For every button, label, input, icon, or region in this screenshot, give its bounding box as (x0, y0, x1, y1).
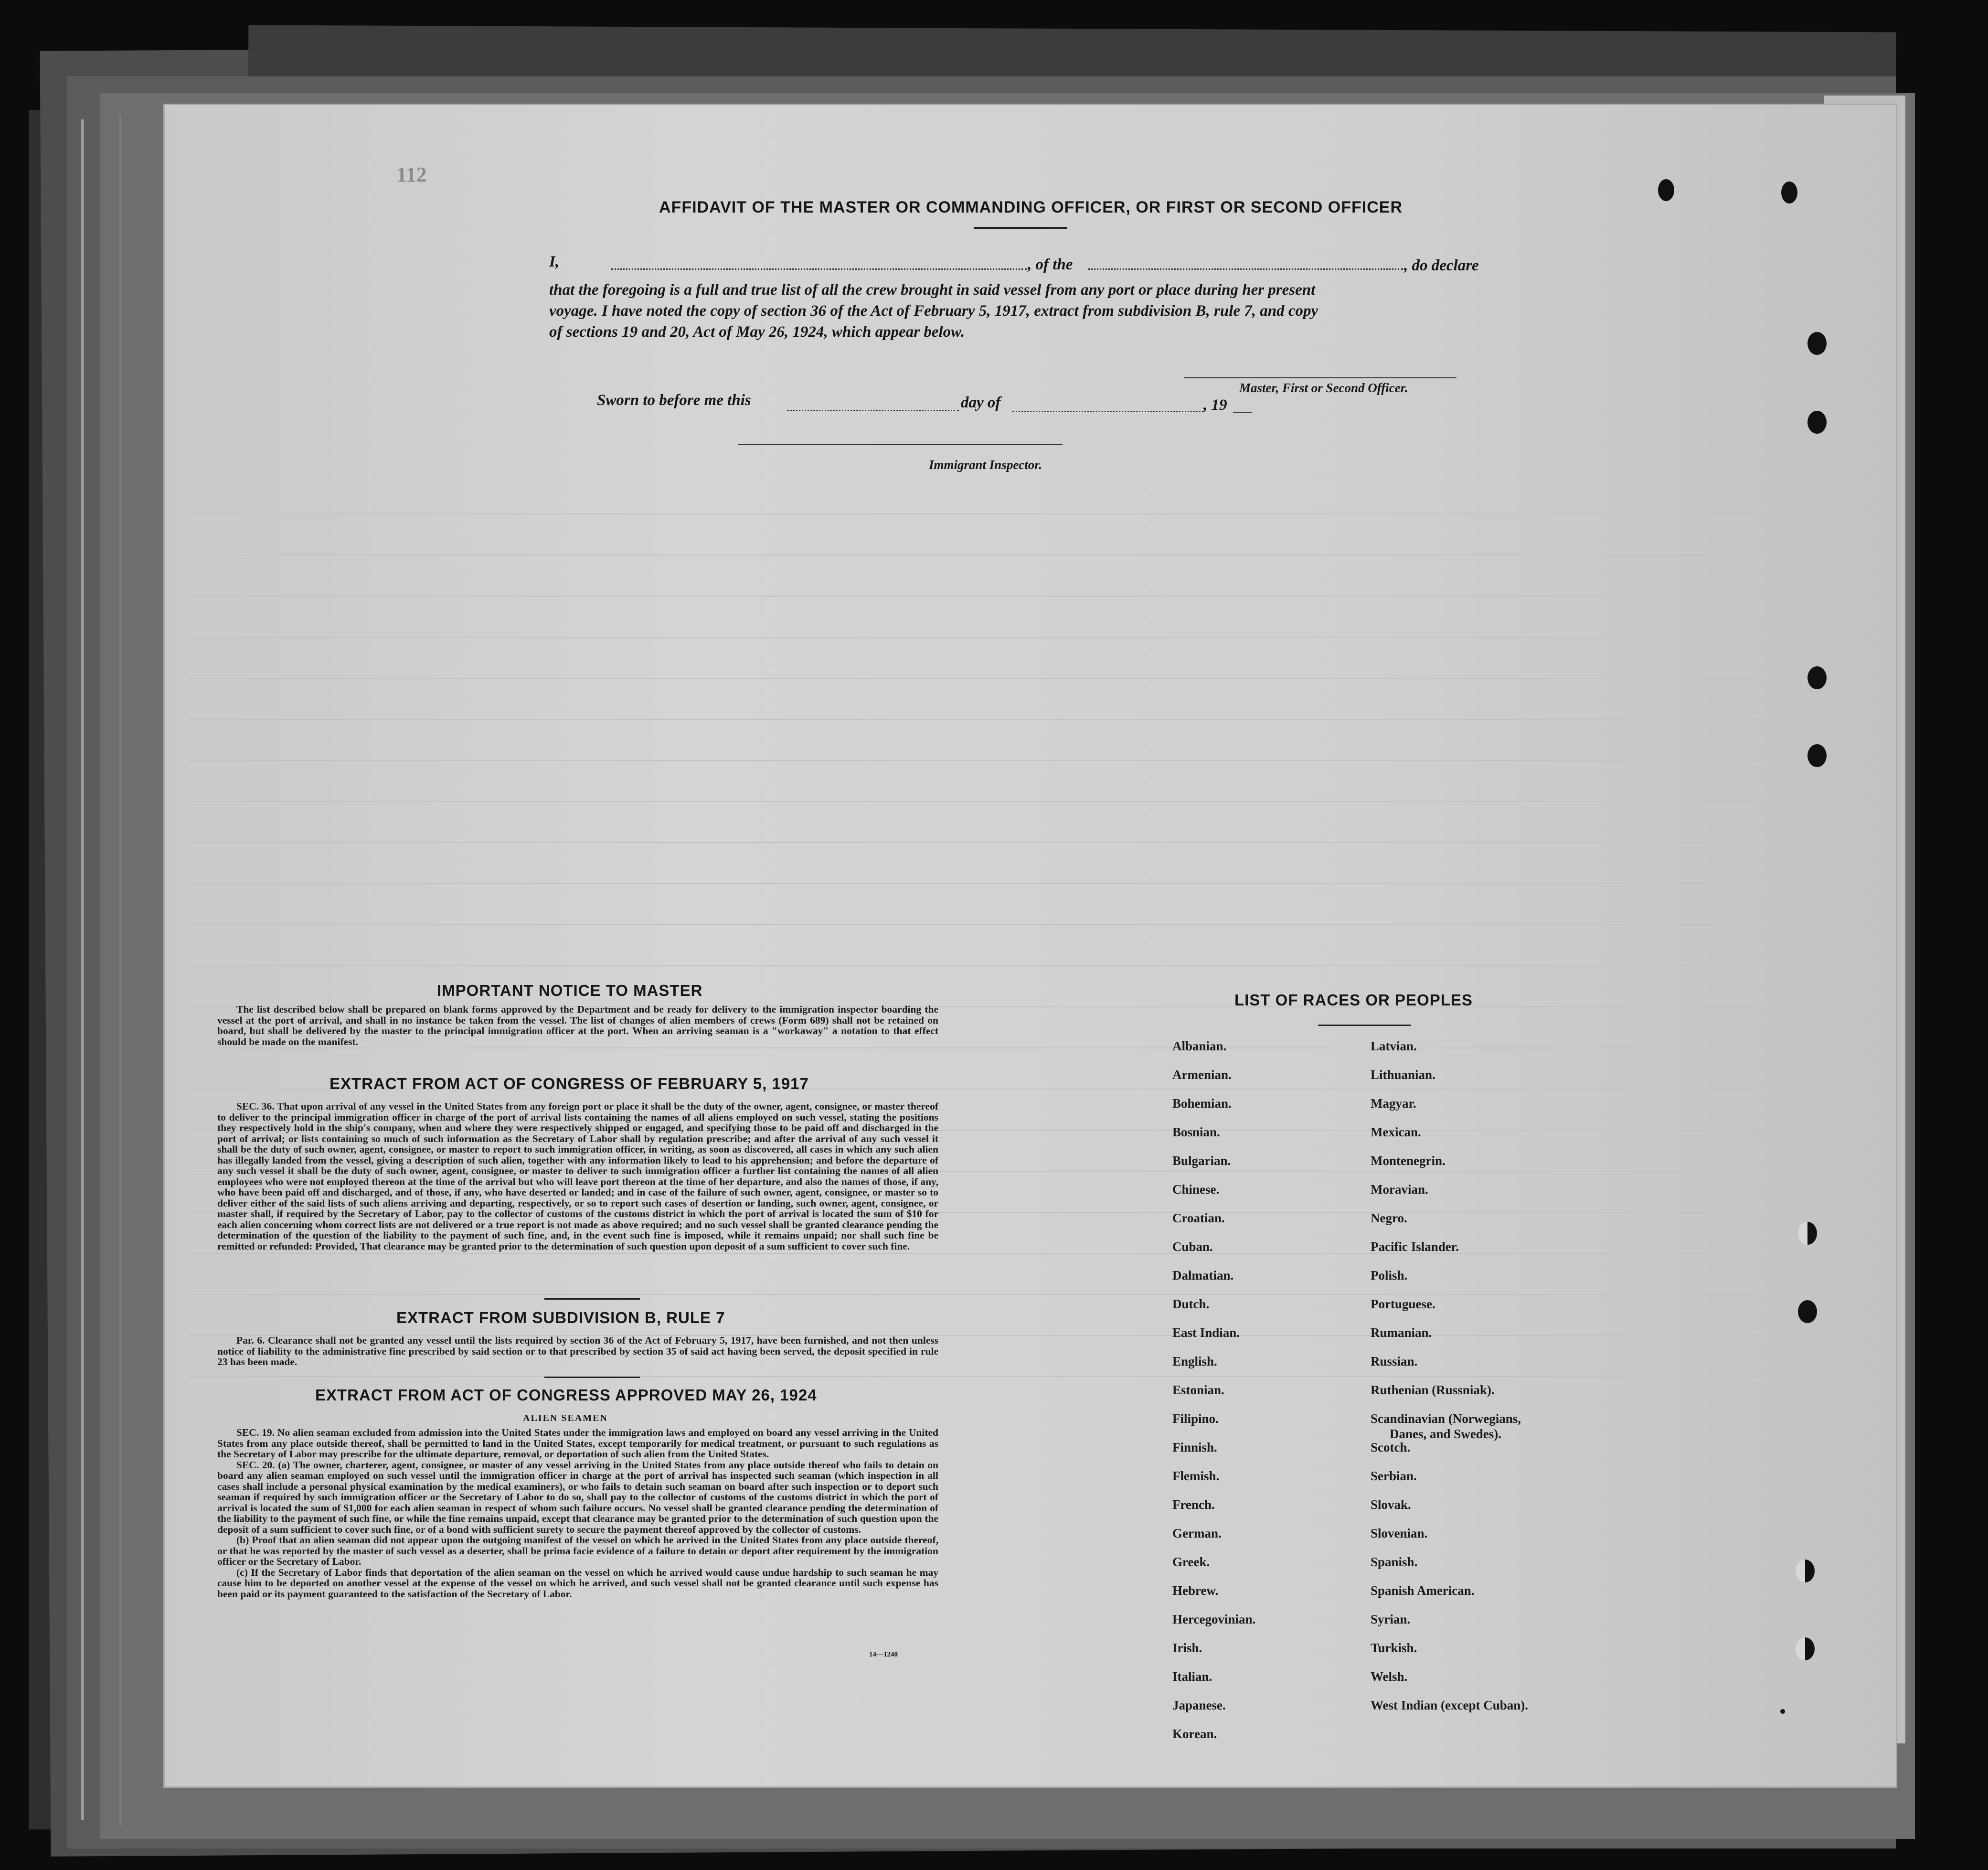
extract-1917-title: EXTRACT FROM ACT OF CONGRESS OF FEBRUARY 5, 1917 (330, 1075, 809, 1092)
bleed-through-rule (189, 1294, 1803, 1295)
race-item: Japanese. (1172, 1698, 1226, 1712)
bleed-through-rule (189, 1047, 1803, 1048)
bleed-through-rule (189, 513, 1803, 514)
notice-text-body: The list described below shall be prepared on blank forms approved by the Department and be ready for delivery to the immigration inspector boarding the vessel at the port of arrival, and shall in no instance be taken from the vessel. The list of changes of alien members of crews (Form 689) shall not be retained on board, but shall be delivered by the master to the principal immigration officer at the port. When an arriving seaman is a "workaway" a notation to that effect should be made on the manifest. (217, 1004, 938, 1047)
affidavit-title: AFFIDAVIT OF THE MASTER OR COMMANDING OFFICER, OR FIRST OR SECOND OFFICER (659, 198, 1403, 216)
race-item: Montenegrin. (1371, 1154, 1446, 1168)
race-item: Finnish. (1172, 1440, 1217, 1454)
sec19-paragraph (217, 1427, 938, 1460)
form-code: 14—1240 (869, 1651, 898, 1658)
race-item: Spanish. (1371, 1555, 1418, 1569)
race-item: Croatian. (1172, 1211, 1225, 1225)
extract-rule7-title: EXTRACT FROM SUBDIVISION B, RULE 7 (396, 1309, 725, 1326)
title-rule (974, 227, 1067, 229)
notice-text (217, 1004, 938, 1047)
bleed-through-rule (189, 555, 1803, 556)
alien-seamen-subtitle: ALIEN SEAMEN (523, 1413, 608, 1423)
bleed-through-rule (189, 965, 1803, 966)
sworn-month-blank[interactable] (1012, 411, 1203, 412)
race-item: Irish. (1172, 1641, 1202, 1655)
race-item: English. (1172, 1354, 1217, 1368)
affidavit-of-the: , of the (1028, 256, 1073, 273)
race-item: Turkish. (1371, 1641, 1417, 1655)
race-item: Latvian. (1371, 1039, 1417, 1053)
races-title: LIST OF RACES OR PEOPLES (1234, 991, 1473, 1009)
punch-hole (1781, 182, 1797, 203)
extract-1924-text (217, 1427, 938, 1599)
race-item: Bohemian. (1172, 1096, 1232, 1111)
punch-hole (1807, 744, 1827, 767)
race-item: Russian. (1371, 1354, 1418, 1368)
punch-hole (1658, 179, 1674, 201)
race-item: Bosnian. (1172, 1125, 1220, 1139)
bleed-through-rule (189, 1253, 1803, 1254)
notice-title: IMPORTANT NOTICE TO MASTER (437, 982, 703, 999)
bleed-through-rule (189, 883, 1803, 884)
race-item: Scandinavian (Norwegians, (1371, 1411, 1521, 1426)
race-item: Estonian. (1172, 1383, 1224, 1397)
race-item: Filipino. (1172, 1411, 1219, 1426)
sheet-edge-line (81, 119, 84, 1820)
race-item: Polish. (1371, 1268, 1408, 1282)
sworn-year-blank[interactable] (1233, 412, 1252, 413)
extract-rule7-text (217, 1335, 938, 1368)
bleed-through-rule (189, 842, 1803, 843)
sec20c-body: (c) If the Secretary of Labor finds that deportation of the alien seaman on the vessel on which he arrived would cause undue hardship to such seaman he may cause him to be deported on another vessel at the expense of the vessel on which he arrived, and such vessel shall not be granted clearance until such expense has been paid or its payment guaranteed to the satisfaction of the Secretary of Labor. (217, 1566, 938, 1600)
race-item: Rumanian. (1371, 1325, 1432, 1340)
race-item: Hercegovinian. (1172, 1612, 1256, 1626)
bleed-through-rule (189, 719, 1803, 720)
race-item: Scotch. (1371, 1440, 1411, 1454)
race-item: Armenian. (1172, 1068, 1232, 1082)
extract-1924-title: EXTRACT FROM ACT OF CONGRESS APPROVED MAY 26, 1924 (315, 1386, 817, 1404)
race-item: Pacific Islander. (1371, 1240, 1459, 1254)
race-item: Magyar. (1371, 1096, 1416, 1111)
sec20b-body: (b) Proof that an alien seaman did not appear upon the outgoing manifest of the vessel on which he arrived in the United States from any place outside thereof, or that he was reported by the master of such vessel as a deserter, shall be prima facie evidence of a failure to detain or deport after requirement by the immigration officer or the Secretary of Labor. (217, 1534, 938, 1567)
affidavit-declare: , do declare (1404, 257, 1479, 274)
sworn-prefix: Sworn to before me this (597, 392, 751, 409)
punch-hole (1796, 1637, 1815, 1660)
race-item: Spanish American. (1371, 1583, 1475, 1598)
affidavit-i: I, (549, 253, 560, 270)
race-item: Syrian. (1371, 1612, 1411, 1626)
inspector-label: Immigrant Inspector. (929, 458, 1042, 472)
affidavit-line-3: voyage. I have noted the copy of section 36 of the Act of February 5, 1917, extract from subdivision B, rule 7, and copy (549, 302, 1318, 320)
race-item: Slovenian. (1371, 1526, 1428, 1540)
race-item: Korean. (1172, 1727, 1217, 1741)
bleed-through-rule (189, 637, 1803, 638)
sworn-day-blank[interactable] (787, 410, 959, 411)
race-item: Dutch. (1172, 1297, 1210, 1311)
race-item: Dalmatian. (1172, 1268, 1234, 1282)
name-blank[interactable] (611, 268, 1027, 270)
race-item: Slovak. (1371, 1497, 1411, 1512)
extract-rule7-body: Par. 6. Clearance shall not be granted any vessel until the lists required by section 36 of the Act of February 5, 1917, have been furnished, and not then unless notice of liability to the administrative fine prescribed by said section or to that prescribed by section 35 of said act having been served, the deposit specified in rule 23 has been made. (217, 1335, 938, 1368)
race-item: Lithuanian. (1371, 1068, 1435, 1082)
race-item: Hebrew. (1172, 1583, 1219, 1598)
race-item: Italian. (1172, 1669, 1212, 1684)
sec20c-paragraph (217, 1567, 938, 1600)
sec20a-body: SEC. 20. (a) The owner, charterer, agent, consignee, or master of any vessel arriving in the United States from any place outside thereof who fails to detain on board any alien seaman employed on such vessel until the immigration officer in charge at the port of arrival has inspected such seaman (which inspection in all cases shall include a personal physical examination by the medical examiners), or who fails to detain such seaman on board after such inspection or to deport such seaman if required by such immigration officer or the Secretary of Labor to do so, shall pay to the collector of customs of the customs district in which the port of arrival is located the sum of $1,000 for each alien seaman in respect of whom such failure occurs. No vessel shall be granted clearance pending the determination of the liability to the payment of such fine, or while the fine remains unpaid, except that clearance may be granted prior to the determination of such question upon the deposit of a sum sufficient to cover such fine, or of a bond with sufficient surety to secure the payment thereof approved by the collector of customs. (217, 1459, 938, 1535)
punch-hole (1807, 332, 1827, 355)
bleed-through-rule (189, 1376, 1803, 1377)
affidavit-line-2: that the foregoing is a full and true list of all the crew brought in said vessel from any port or place during her present (549, 281, 1316, 299)
sworn-year: , 19 (1203, 396, 1227, 414)
race-item: Cuban. (1172, 1240, 1213, 1254)
race-item: Mexican. (1371, 1125, 1421, 1139)
bleed-through-rule (189, 801, 1803, 802)
race-item: Chinese. (1172, 1182, 1220, 1197)
punch-hole (1807, 666, 1827, 689)
extract-1917-body: SEC. 36. That upon arrival of any vessel in the United States from any foreign port or place it shall be the duty of the owner, agent, consignee, or master thereof to deliver to the principal immigration officer in charge of the port of arrival lists containing the names of all aliens employed on such vessel, stating the positions they respectively hold in the ship's company, when and where they were respectively shipped or engaged, and specifying those to be paid off and discharged in the port of arrival; or lists containing so much of such information as the Secretary of Labor shall by regulation prescribe; and after the arrival of any such vessel it shall be the duty of such owner, agent, consignee, or master to report to such immigration officer, in writing, as soon as discovered, all cases in which any such alien has illegally landed from the vessel, giving a description of such alien, together with any information likely to lead to his apprehension; and before the departure of any such vessel it shall be the duty of such owner, agent, consignee, or master to deliver to such immigration officer a further list containing the names of all alien employees who were not employed thereon at the time of the arrival but who will leave port thereon at the time of her departure, and also the names of those, if any, who have been paid off and discharged, and of those, if any, who have deserted or landed; and in case of the failure of such owner, agent, consignee, or master so to deliver either of the said lists of such aliens arriving and departing, respectively, or so to report such cases of desertion or landing, such owner, agent, consignee, or master shall, if required by the Secretary of Labor, pay to the collector of customs of the customs district in which the port of arrival is located the sum of $10 for each alien concerning whom correct lists are not delivered or a true report is not made as above required; and no such vessel shall be granted clearance pending the determination of the question of the liability to the payment of such fine, and, in the event such fine is imposed, while it remains unpaid; nor shall such fine be remitted or refunded: Provided, That clearance may be granted prior to the determination of such question upon deposit of a sum sufficient to cover such fine. (217, 1101, 938, 1252)
bleed-through-rule (189, 596, 1803, 597)
section-rule (544, 1298, 640, 1300)
vessel-blank[interactable] (1088, 268, 1403, 270)
sec20b-paragraph (217, 1535, 938, 1567)
sheet-edge-line (119, 115, 121, 1825)
race-item: Serbian. (1371, 1469, 1417, 1483)
sec20a-paragraph (217, 1460, 938, 1535)
punch-hole (1798, 1222, 1817, 1245)
punch-hole (1798, 1300, 1817, 1323)
race-item: Ruthenian (Russniak). (1371, 1383, 1495, 1397)
race-item: Moravian. (1371, 1182, 1428, 1197)
punch-hole (1796, 1560, 1815, 1582)
race-item: East Indian. (1172, 1325, 1240, 1340)
race-item: Portuguese. (1371, 1297, 1435, 1311)
race-item: Albanian. (1172, 1039, 1227, 1053)
sec19-body: SEC. 19. No alien seaman excluded from admission into the United States under the immigration laws and employed on board any vessel arriving in the United States from any place outside thereof, shall be permitted to land in the United States, except temporarily for medical treatment, or pursuant to such regulations as the Secretary of Labor may prescribe for the ultimate departure, removal, or deportation of such alien from the United States. (217, 1427, 938, 1460)
inspector-signature-line[interactable] (738, 444, 1063, 445)
sworn-day-of: day of (961, 394, 1001, 411)
race-item: Welsh. (1371, 1669, 1408, 1684)
section-rule (544, 1377, 640, 1378)
race-item: French. (1172, 1497, 1215, 1512)
bleed-through-rule (189, 924, 1803, 925)
bleed-through-rule (189, 760, 1803, 761)
extract-1917-text (217, 1101, 938, 1251)
race-item: German. (1172, 1526, 1222, 1540)
race-item: Danes, and Swedes). (1390, 1427, 1502, 1441)
bleed-through-rule (189, 678, 1803, 679)
races-title-rule (1318, 1025, 1411, 1026)
stamp-number: 112 (396, 163, 427, 186)
master-label: Master, First or Second Officer. (1239, 381, 1408, 395)
race-item: Negro. (1371, 1211, 1407, 1225)
affidavit-line-4: of sections 19 and 20, Act of May 26, 1924, which appear below. (549, 323, 965, 341)
race-item: West Indian (except Cuban). (1371, 1698, 1529, 1712)
punch-mark (1780, 1709, 1785, 1714)
master-signature-line[interactable] (1184, 377, 1456, 378)
race-item: Bulgarian. (1172, 1154, 1231, 1168)
race-item: Flemish. (1172, 1469, 1220, 1483)
race-item: Greek. (1172, 1555, 1210, 1569)
punch-hole (1807, 411, 1827, 434)
